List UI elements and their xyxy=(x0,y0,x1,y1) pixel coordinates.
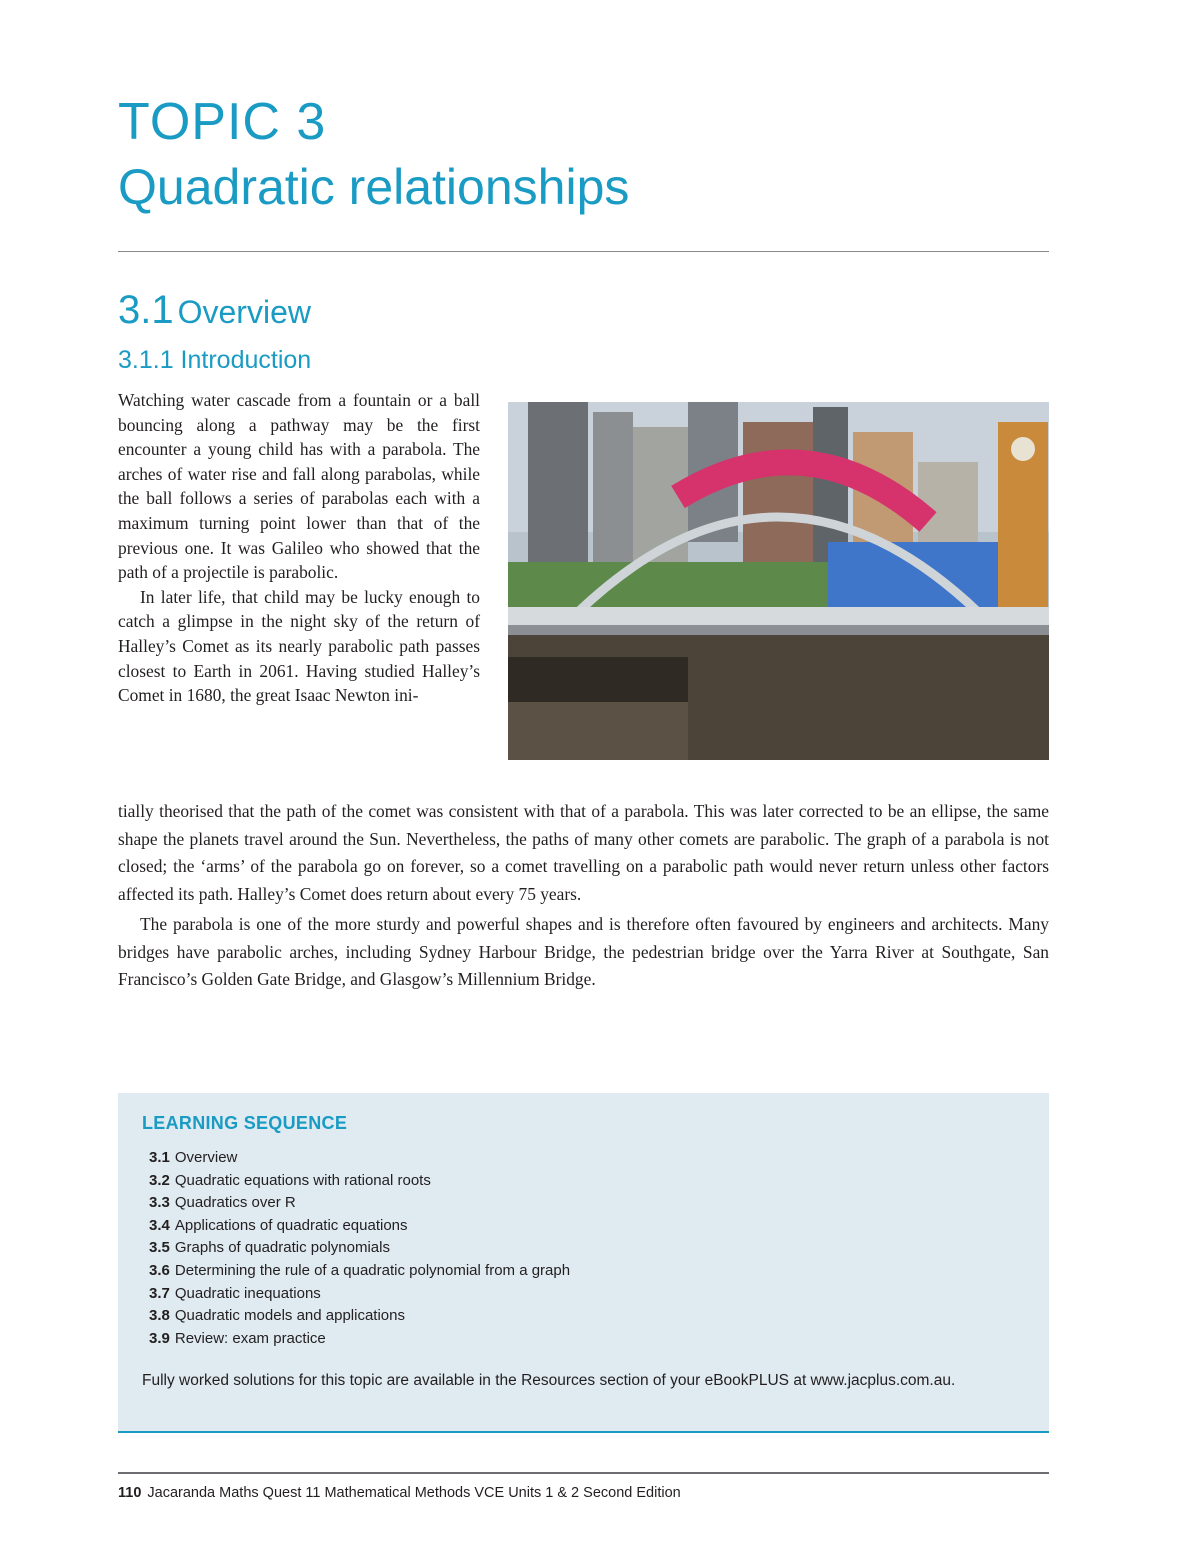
paragraph-1: Watching water cascade from a fountain or a ball bouncing along a pathway may be the first encounter a young child has with a parabola. The arches of water rise and fall along parabolas, while the ball follows a series of parabolas each with a maximum turning point lower than that of the previous one. It was Galileo who showed that the path of a projectile is parabolic. xyxy=(118,390,480,583)
topic-number: TOPIC 3 xyxy=(118,93,327,151)
item-number: 3.8 xyxy=(149,1307,170,1325)
learning-sequence-box xyxy=(118,1093,1049,1433)
page-footer xyxy=(118,1485,681,1501)
paragraph-2-start: In later life, that child may be lucky enough to catch a glimpse in the night sky of the return of Halley’s Comet as its nearly parabolic path passes closest to Earth in 2061. Having studied Halley’s Comet in 1680, the great Isaac Newton ini- xyxy=(118,586,480,706)
item-label: Graphs of quadratic polynomials xyxy=(174,1239,390,1257)
section-heading xyxy=(118,288,311,333)
item-label: Quadratic models and applications xyxy=(174,1307,405,1325)
list-item xyxy=(149,1305,570,1328)
section-number: 3.1 xyxy=(118,288,174,332)
item-number: 3.3 xyxy=(149,1194,170,1212)
list-item xyxy=(149,1283,570,1306)
item-label: Quadratic inequations xyxy=(174,1284,321,1302)
heading-divider xyxy=(118,251,1049,252)
book-title: Jacaranda Maths Quest 11 Mathematical Methods VCE Units 1 & 2 Second Edition xyxy=(147,1485,681,1501)
item-label: Review: exam practice xyxy=(174,1329,326,1347)
topic-heading xyxy=(118,92,629,218)
subsection-heading: 3.1.1 Introduction xyxy=(118,346,312,374)
item-number: 3.9 xyxy=(149,1329,170,1347)
item-label: Quadratic equations with rational roots xyxy=(174,1171,431,1189)
item-label: Overview xyxy=(174,1149,238,1166)
item-number: 3.1 xyxy=(149,1149,170,1166)
item-number: 3.2 xyxy=(149,1171,170,1189)
list-item xyxy=(149,1215,570,1238)
footer-divider xyxy=(118,1472,1049,1474)
item-label: Determining the rule of a quadratic polynomial from a graph xyxy=(174,1261,571,1279)
list-item xyxy=(149,1237,570,1260)
list-item xyxy=(149,1260,570,1283)
page-number: 110 xyxy=(118,1485,142,1501)
list-item xyxy=(149,1328,570,1351)
paragraph-3: The parabola is one of the more sturdy and powerful shapes and is therefore often favoured by engineers and architects. Many bridges have parabolic arches, including Sydney Harbour Bridge, the pedestrian bridge over the Yarra River at Southgate, San Francisco’s Golden Gate Bridge, and Glasgow’s Millennium Bridge. xyxy=(118,914,1049,989)
topic-title: Quadratic relationships xyxy=(118,159,630,215)
item-number: 3.6 xyxy=(149,1261,170,1279)
item-label: Applications of quadratic equations xyxy=(174,1216,408,1234)
learning-sequence-title: LEARNING SEQUENCE xyxy=(142,1113,348,1133)
intro-text-column xyxy=(118,388,480,708)
paragraph-2-end: tially theorised that the path of the comet was consistent with that of a parabola. This was later corrected to be an ellipse, the same shape the planets travel around the Sun. Nevertheless, the paths of many other comets are parabolic. The graph of a parabola is not closed; the ‘arms’ of the parabola go on forever, so a comet travelling on a parabolic path would never return unless other factors affected its path. Halley’s Comet does return about every 75 years. xyxy=(118,801,1049,904)
list-item xyxy=(149,1192,570,1215)
bridge-photo xyxy=(508,402,1049,760)
item-number: 3.4 xyxy=(149,1216,170,1234)
item-number: 3.5 xyxy=(149,1239,170,1257)
list-item xyxy=(149,1170,570,1193)
section-title: Overview xyxy=(177,294,311,330)
learning-sequence-list xyxy=(149,1147,570,1350)
solutions-note: Fully worked solutions for this topic are available in the Resources section of your eBookPLUS at www.jacplus.com.au. xyxy=(142,1372,956,1389)
list-item xyxy=(149,1147,570,1170)
item-label: Quadratics over R xyxy=(174,1194,296,1212)
item-number: 3.7 xyxy=(149,1284,170,1302)
intro-text-wide xyxy=(118,798,1049,994)
